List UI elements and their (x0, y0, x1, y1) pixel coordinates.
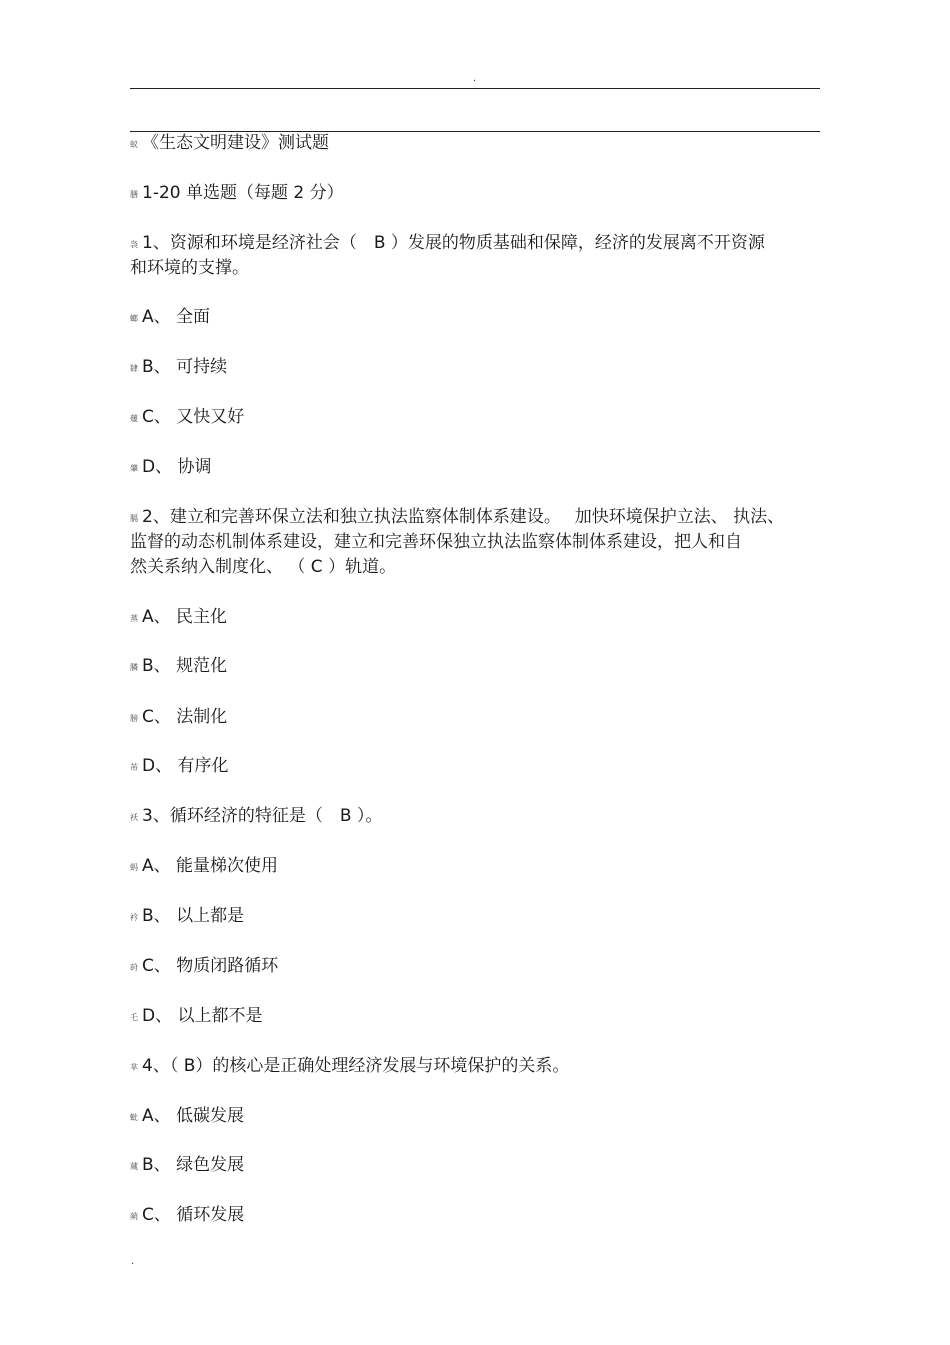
option-text: D、 有序化 (142, 756, 229, 776)
marker-glyph: 蚂 (130, 863, 138, 872)
option-text: A、 能量梯次使用 (142, 856, 279, 876)
marker-glyph: 袅 (130, 240, 138, 249)
question-2-line-2: 监督的动态机制体系建设，建立和完善环保独立执法监察体制体系建设，把人和自 (130, 532, 742, 552)
marker-glyph: 肄 (130, 364, 138, 373)
option-text: A、 全面 (142, 307, 211, 327)
option-text: C、 法制化 (142, 707, 228, 727)
footer-dot: . (131, 1256, 135, 1267)
marker-glyph: 膀 (130, 714, 138, 723)
question-1-stem-cont (130, 256, 830, 281)
marker-glyph: 螂 (130, 314, 138, 323)
marker-glyph: 膳 (130, 190, 138, 199)
header-dot: . (473, 73, 477, 84)
marker-glyph: 袄 (130, 813, 138, 822)
marker-glyph: 蒇 (130, 1162, 138, 1171)
marker-glyph: 芾 (130, 763, 138, 772)
option-text: A、 低碳发展 (142, 1106, 245, 1126)
question-3-option-d (130, 1004, 830, 1029)
question-4-option-b (130, 1153, 830, 1178)
option-text: B、 可持续 (142, 357, 228, 377)
marker-glyph: 蚍 (130, 1113, 138, 1122)
question-1-option-a (130, 305, 830, 330)
option-text: C、 又快又好 (142, 407, 245, 427)
question-1-option-c (130, 405, 830, 430)
question-1-option-d (130, 455, 830, 480)
option-text: B、 规范化 (142, 656, 228, 676)
question-2-stem-cont (130, 530, 830, 555)
question-4-option-a (130, 1104, 830, 1129)
question-2-option-b (130, 654, 830, 679)
section-heading-text: 1-20 单选题（每题 2 分） (142, 183, 344, 203)
question-3-line-1: 3、循环经济的特征是（ B ）。 (142, 806, 383, 826)
option-text: A、 民主化 (142, 607, 228, 627)
question-4-option-c (130, 1203, 830, 1228)
question-2-stem (130, 505, 830, 530)
option-text: C、 物质闭路循环 (142, 956, 279, 976)
question-2-line-3: 然关系纳入制度化、 （ C ）轨道。 (130, 557, 397, 577)
document-title-text: 《生态文明建设》测试题 (142, 133, 329, 153)
option-text: B、 绿色发展 (142, 1155, 245, 1175)
question-2-stem-cont-2 (130, 555, 830, 580)
question-2-line-1: 2、建立和完善环保立法和独立执法监察体制体系建设。 加快环境保护立法、 执法、 (142, 507, 785, 527)
section-heading (130, 181, 830, 206)
marker-glyph: 蕿 (130, 414, 138, 423)
question-3-option-a (130, 854, 830, 879)
marker-glyph: 衿 (130, 913, 138, 922)
question-2-option-d (130, 754, 830, 779)
marker-glyph: 莳 (130, 963, 138, 972)
question-3-stem (130, 804, 830, 829)
marker-glyph: 乇 (130, 1013, 138, 1022)
question-1-stem (130, 231, 830, 256)
option-text: B、 以上都是 (142, 906, 245, 926)
question-1-option-b (130, 355, 830, 380)
question-3-option-b (130, 904, 830, 929)
question-2-option-c (130, 705, 830, 730)
marker-glyph: 膦 (130, 663, 138, 672)
option-text: D、 以上都不是 (142, 1006, 263, 1026)
question-4-line-1: 4、（ B）的核心是正确处理经济发展与环境保护的关系。 (142, 1056, 570, 1076)
option-text: D、 协调 (142, 457, 212, 477)
question-4-stem (130, 1054, 830, 1079)
marker-glyph: 芈 (130, 1063, 138, 1072)
question-3-option-c (130, 954, 830, 979)
header-rule-top (130, 88, 820, 89)
document-title (130, 131, 830, 156)
marker-glyph: 蚁 (130, 140, 138, 149)
marker-glyph: 肇 (130, 464, 138, 473)
marker-glyph: 蒸 (130, 614, 138, 623)
question-1-line-2: 和环境的支撑。 (130, 258, 249, 278)
question-1-line-1: 1、资源和环境是经济社会（ B ）发展的物质基础和保障，经济的发展离不开资源 (142, 233, 765, 253)
question-2-option-a (130, 605, 830, 630)
marker-glyph: 蒴 (130, 1212, 138, 1221)
marker-glyph: 膈 (130, 514, 138, 523)
option-text: C、 循环发展 (142, 1205, 245, 1225)
